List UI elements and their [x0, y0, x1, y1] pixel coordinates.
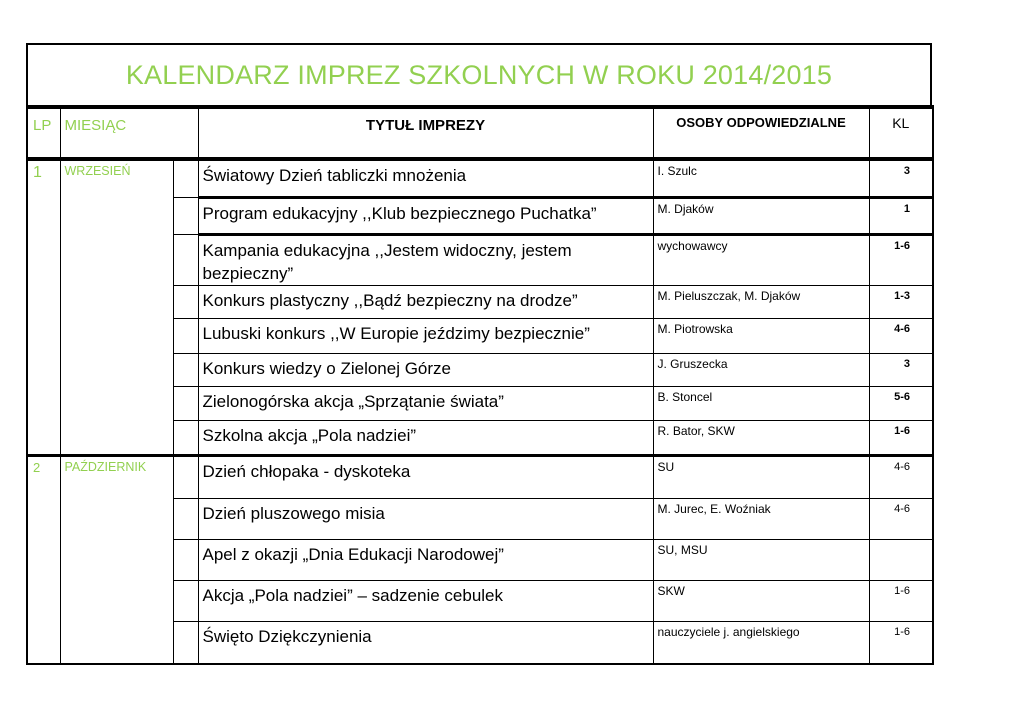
event-class: 1-6	[869, 581, 933, 622]
table-row	[27, 456, 933, 499]
spacer-cell	[173, 421, 198, 456]
event-title: Dzień chłopaka - dyskoteka	[198, 456, 653, 499]
table-row	[27, 159, 933, 198]
header-month: MIESIĄC	[60, 107, 198, 159]
event-class: 1-6	[869, 421, 933, 456]
spacer-cell	[173, 499, 198, 540]
event-class: 3	[869, 354, 933, 387]
event-persons: wychowawcy	[653, 235, 869, 286]
event-title: Program edukacyjny ,,Klub bezpiecznego Puchatka”	[198, 198, 653, 235]
event-class: 4-6	[869, 456, 933, 499]
spacer-cell	[173, 622, 198, 665]
title-box	[26, 43, 932, 105]
month-number: 1	[27, 159, 60, 456]
month-number: 2	[27, 456, 60, 665]
page-title: KALENDARZ IMPREZ SZKOLNYCH W ROKU 2014/2015	[125, 59, 833, 90]
header-persons: OSOBY ODPOWIEDZIALNE	[653, 107, 869, 159]
event-title: Światowy Dzień tabliczki mnożenia	[198, 159, 653, 198]
spacer-cell	[173, 235, 198, 286]
event-persons: B. Stoncel	[653, 387, 869, 421]
event-class	[869, 540, 933, 581]
event-title: Święto Dziękczynienia	[198, 622, 653, 665]
event-title: Lubuski konkurs ,,W Europie jeździmy bezpiecznie”	[198, 319, 653, 354]
event-title: Apel z okazji „Dnia Edukacji Narodowej”	[198, 540, 653, 581]
header-event-title: TYTUŁ IMPREZY	[198, 107, 653, 159]
calendar-document	[26, 43, 932, 665]
event-class: 1-6	[869, 622, 933, 665]
event-persons: M. Piotrowska	[653, 319, 869, 354]
event-class: 1	[869, 198, 933, 235]
event-persons: SU	[653, 456, 869, 499]
event-class: 1-3	[869, 286, 933, 319]
spacer-cell	[173, 387, 198, 421]
event-title: Konkurs plastyczny ,,Bądź bezpieczny na drodze”	[198, 286, 653, 319]
header-lp: LP	[27, 107, 60, 159]
event-persons: J. Gruszecka	[653, 354, 869, 387]
event-title: Kampania edukacyjna ,,Jestem widoczny, jestem bezpieczny”	[198, 235, 653, 286]
spacer-cell	[173, 456, 198, 499]
event-persons: M. Jurec, E. Woźniak	[653, 499, 869, 540]
spacer-cell	[173, 286, 198, 319]
event-title: Szkolna akcja „Pola nadziei”	[198, 421, 653, 456]
events-table	[26, 105, 934, 665]
table-header-row	[27, 107, 933, 159]
event-class: 5-6	[869, 387, 933, 421]
event-persons: M. Djaków	[653, 198, 869, 235]
month-name: WRZESIEŃ	[60, 159, 173, 456]
event-persons: I. Szulc	[653, 159, 869, 198]
spacer-cell	[173, 540, 198, 581]
spacer-cell	[173, 354, 198, 387]
month-name: PAŹDZIERNIK	[60, 456, 173, 665]
event-class: 4-6	[869, 319, 933, 354]
spacer-cell	[173, 581, 198, 622]
event-persons: R. Bator, SKW	[653, 421, 869, 456]
event-persons: SKW	[653, 581, 869, 622]
event-persons: SU, MSU	[653, 540, 869, 581]
event-title: Zielonogórska akcja „Sprzątanie świata”	[198, 387, 653, 421]
spacer-cell	[173, 159, 198, 198]
event-persons: nauczyciele j. angielskiego	[653, 622, 869, 665]
event-title: Akcja „Pola nadziei” – sadzenie cebulek	[198, 581, 653, 622]
event-persons: M. Pieluszczak, M. Djaków	[653, 286, 869, 319]
event-title: Dzień pluszowego misia	[198, 499, 653, 540]
event-class: 1-6	[869, 235, 933, 286]
event-class: 4-6	[869, 499, 933, 540]
spacer-cell	[173, 198, 198, 235]
event-title: Konkurs wiedzy o Zielonej Górze	[198, 354, 653, 387]
spacer-cell	[173, 319, 198, 354]
header-kl: KL	[869, 107, 933, 159]
event-class: 3	[869, 159, 933, 198]
